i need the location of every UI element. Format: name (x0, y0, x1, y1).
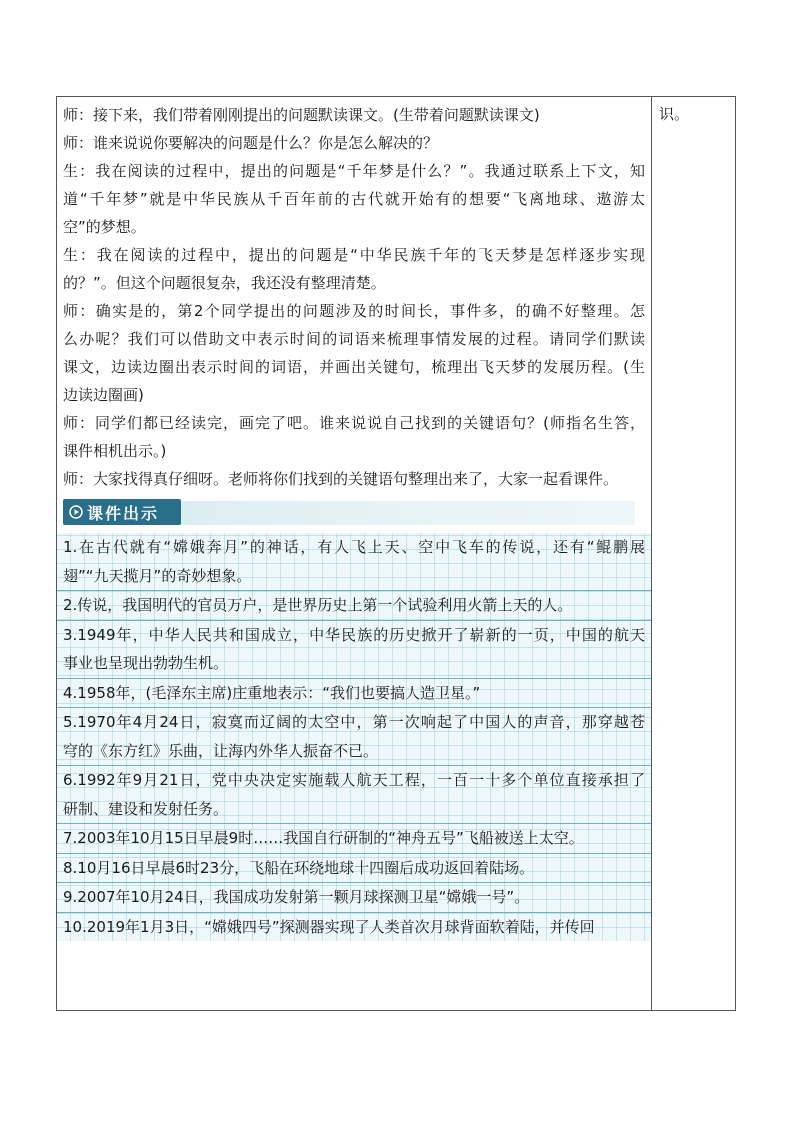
courseware-line: 3.1949年，中华人民共和国成立，中华民族的历史掀开了崭新的一页，中国的航天 (63, 625, 645, 644)
dialogue-paragraph (63, 297, 645, 409)
courseware-item (63, 591, 645, 620)
dialogue-line: 生：我在阅读的过程中，提出的问题是“中华民族千年的飞天梦是怎样逐步实现 (63, 246, 645, 264)
courseware-rows (57, 533, 645, 941)
dialogue-section (63, 101, 645, 493)
courseware-item (63, 883, 645, 912)
courseware-line: 9.2007年10月24日，我国成功发射第一颗月球探测卫星“嫦娥一号”。 (63, 888, 530, 906)
courseware-item (63, 533, 645, 590)
courseware-item (63, 824, 645, 853)
column-divider (651, 97, 652, 1010)
side-note: 识。 (659, 105, 690, 123)
dialogue-paragraph (63, 241, 645, 297)
dialogue-line: 师：同学们都已经读完，画完了吧。谁来说说自己找到的关键语句？(师指名生答， (63, 414, 645, 432)
dialogue-line: 师：接下来，我们带着刚刚提出的问题默读课文。(生带着问题默读课文) (63, 106, 540, 124)
banner-label: 课件出示 (87, 503, 160, 523)
dialogue-line: 么办呢？我们可以借助文中表示时间的词语来梳理事情发展的过程。请同学们默读 (63, 330, 645, 348)
dialogue-paragraph (63, 129, 645, 157)
main-column (63, 101, 645, 941)
dialogue-line: 空”的梦想。 (63, 218, 146, 236)
lesson-table (56, 96, 736, 1011)
courseware-item (63, 621, 645, 678)
courseware-line: 穹的《东方红》乐曲，让海内外华人振奋不已。 (63, 741, 379, 760)
courseware-line: 4.1958年，(毛泽东主席)庄重地表示：“我们也要搞人造卫星。” (63, 683, 481, 702)
dialogue-line: 课件相机出示。) (63, 442, 167, 460)
courseware-line: 研制、建设和发射任务。 (63, 799, 229, 818)
dialogue-line: 课文，边读边圈出表示时间的词语，并画出关键句，梳理出飞天梦的发展历程。(生 (63, 358, 645, 376)
courseware-item (63, 854, 645, 883)
banner-tab (63, 499, 181, 525)
courseware-list (57, 533, 651, 941)
courseware-item (63, 679, 645, 708)
courseware-line: 事业也呈现出勃勃生机。 (63, 654, 229, 672)
courseware-line: 5.1970年4月24日，寂寞而辽阔的太空中，第一次响起了中国人的声音，那穿越苍 (63, 713, 645, 731)
dialogue-paragraph (63, 157, 645, 241)
courseware-line: 10.2019年1月3日，“嫦娥四号”探测器实现了人类首次月球背面软着陆，并传回 (63, 917, 595, 936)
courseware-line: 8.10月16日早晨6时23分，飞船在环绕地球十四圈后成功返回着陆场。 (63, 858, 535, 877)
courseware-item (63, 913, 645, 942)
dialogue-line: 师：大家找得真仔细呀。老师将你们找到的关键语句整理出来了，大家一起看课件。 (63, 470, 619, 488)
courseware-banner (63, 499, 645, 529)
dialogue-paragraph (63, 465, 645, 493)
dialogue-line: 师：确实是的，第2个同学提出的问题涉及的时间长，事件多，的确不好整理。怎 (63, 302, 645, 320)
dialogue-line: 的？”。但这个问题很复杂，我还没有整理清楚。 (63, 274, 386, 292)
courseware-line: 2.传说，我国明代的官员万户，是世界历史上第一个试验利用火箭上天的人。 (63, 596, 573, 614)
dialogue-line: 道“千年梦”就是中华民族从千百年前的古代就开始有的想要“飞离地球、遨游太 (63, 190, 645, 208)
dialogue-line: 生：我在阅读的过程中，提出的问题是“千年梦是什么？”。我通过联系上下文，知 (63, 162, 645, 180)
courseware-line: 翅”“九天揽月”的奇妙想象。 (63, 566, 252, 585)
courseware-line: 1.在古代就有“嫦娥奔月”的神话，有人飞上天、空中飞车的传说，还有“鲲鹏展 (63, 538, 645, 556)
play-circle-icon (69, 505, 83, 519)
courseware-line: 7.2003年10月15日早晨9时……我国自行研制的“神舟五号”飞船被送上太空。 (63, 829, 584, 847)
dialogue-line: 边读边圈画) (63, 386, 144, 404)
dialogue-paragraph (63, 101, 645, 129)
dialogue-line: 师：谁来说说你要解决的问题是什么？你是怎么解决的？ (63, 134, 439, 152)
courseware-line: 6.1992年9月21日，党中央决定实施载人航天工程，一百一十多个单位直接承担了 (63, 771, 645, 789)
courseware-item (63, 708, 645, 765)
courseware-item (63, 766, 645, 823)
dialogue-paragraph (63, 409, 645, 465)
